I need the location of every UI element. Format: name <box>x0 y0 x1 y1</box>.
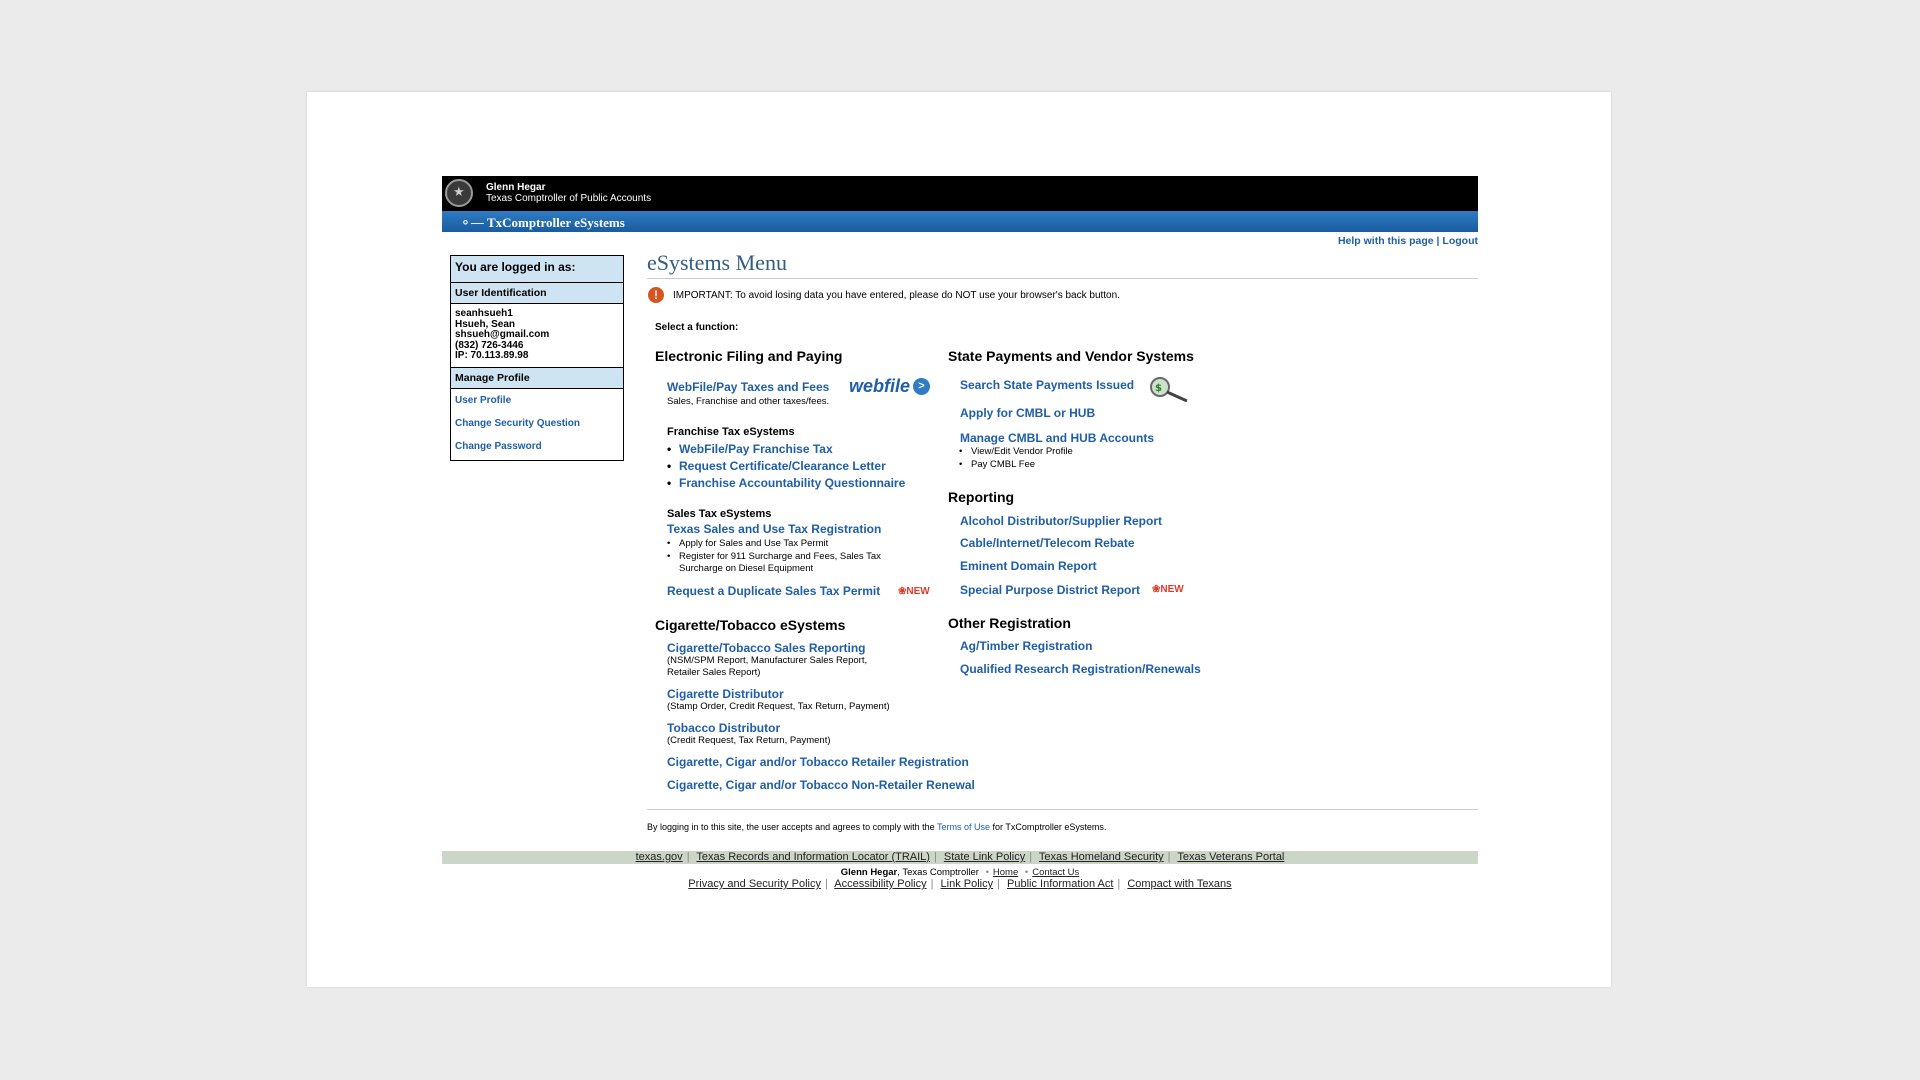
webfile-logo[interactable] <box>849 376 910 397</box>
special-purpose-district-report-link[interactable]: Special Purpose District Report <box>960 583 1141 597</box>
ag-timber-registration-link[interactable]: Ag/Timber Registration <box>960 639 1093 653</box>
eminent-domain-report-link[interactable]: Eminent Domain Report <box>960 559 1097 573</box>
webfile-logo-text: webfile <box>849 376 911 396</box>
footer-divider <box>647 809 1478 810</box>
trail-link[interactable]: Texas Records and Information Locator (TRAIL) <box>696 851 930 863</box>
webfile-description: Sales, Franchise and other taxes/fees. <box>667 396 830 407</box>
top-links <box>1338 235 1478 247</box>
comptroller-title: Texas Comptroller of Public Accounts <box>486 193 652 204</box>
request-certificate-link[interactable]: • Request Certificate/Clearance Letter <box>679 459 886 473</box>
state-link-policy-link[interactable]: State Link Policy <box>943 851 1026 863</box>
alcohol-distributor-report-link[interactable]: Alcohol Distributor/Supplier Report <box>960 514 1163 528</box>
sales-tax-heading: Sales Tax eSystems <box>667 508 772 520</box>
sidebar <box>450 255 624 461</box>
non-retailer-renewal-link[interactable]: Cigarette, Cigar and/or Tobacco Non-Retailer Renewal <box>667 778 975 792</box>
manage-profile-heading: Manage Profile <box>451 368 623 389</box>
new-badge-duplicate-permit: ❀NEW <box>898 586 930 597</box>
comptroller-name: Glenn Hegar <box>486 182 546 193</box>
site-header <box>442 176 1478 211</box>
select-function-label: Select a function: <box>655 322 739 333</box>
user-ip: IP: 70.113.89.98 <box>455 350 529 361</box>
username: seanhsueh1 <box>455 308 513 319</box>
cigarette-tobacco-heading: Cigarette/Tobacco eSystems <box>655 617 846 633</box>
sales-use-tax-registration-link[interactable]: Texas Sales and Use Tax Registration <box>667 522 882 536</box>
other-registration-heading: Other Registration <box>948 615 1071 631</box>
tobacco-distributor-desc: (Credit Request, Tax Return, Payment) <box>667 735 831 746</box>
search-state-payments-link[interactable]: Search State Payments Issued <box>960 378 1135 392</box>
user-email: shsueh@gmail.com <box>455 329 550 340</box>
link-policy-link[interactable]: Link Policy <box>940 878 994 890</box>
franchise-tax-heading: Franchise Tax eSystems <box>667 426 795 438</box>
sales-bullet-apply: • Apply for Sales and Use Tax Permit <box>679 537 828 550</box>
cigarette-sales-reporting-link[interactable]: Cigarette/Tobacco Sales Reporting <box>667 641 866 655</box>
change-password-link[interactable]: Change Password <box>455 440 542 452</box>
state-payments-heading: State Payments and Vendor Systems <box>948 348 1194 364</box>
accessibility-policy-link[interactable]: Accessibility Policy <box>834 878 927 890</box>
privacy-policy-link[interactable]: Privacy and Security Policy <box>688 878 821 890</box>
texas-gov-link[interactable]: texas.gov <box>635 851 683 863</box>
franchise-questionnaire-link[interactable]: • Franchise Accountability Questionnaire <box>679 476 905 490</box>
warning-icon: ! <box>648 287 664 303</box>
sales-bullet-911-cont: Surcharge on Diesel Equipment <box>679 563 814 574</box>
contact-us-link[interactable]: Contact Us <box>1032 867 1080 878</box>
terms-post-text: for TxComptroller eSystems. <box>992 822 1107 832</box>
cigarette-sales-desc-1: (NSM/SPM Report, Manufacturer Sales Report, <box>667 655 868 666</box>
top-links-separator: | <box>1436 235 1440 247</box>
public-information-act-link[interactable]: Public Information Act <box>1007 878 1114 890</box>
cable-internet-telecom-rebate-link[interactable]: Cable/Internet/Telecom Rebate <box>960 536 1135 550</box>
user-info <box>451 304 623 368</box>
user-identification-heading: User Identification <box>451 283 623 304</box>
manage-bullet-cmbl-fee: • Pay CMBL Fee <box>971 458 1035 471</box>
duplicate-sales-permit-link[interactable]: Request a Duplicate Sales Tax Permit <box>667 584 881 598</box>
page-title: eSystems Menu <box>647 250 787 275</box>
app-title-bar <box>442 211 1478 232</box>
new-badge-label: NEW <box>906 586 930 597</box>
change-security-question-link[interactable]: Change Security Question <box>455 417 581 429</box>
user-profile-link[interactable]: User Profile <box>455 394 512 406</box>
terms-pre-text: By logging in to this site, the user accepts and agrees to comply with the <box>647 822 935 832</box>
retailer-registration-link[interactable]: Cigarette, Cigar and/or Tobacco Retailer Registration <box>667 755 969 769</box>
key-icon: ⚬— <box>460 215 484 230</box>
footer-line-3: Privacy and Security Policy | Accessibility Policy | Link Policy | Public Information Act | Compact with Texans <box>688 878 1232 890</box>
cigarette-distributor-link[interactable]: Cigarette Distributor <box>667 687 784 701</box>
footer-comptroller-title: , Texas Comptroller <box>897 867 979 878</box>
manage-bullet-vendor-profile: • View/Edit Vendor Profile <box>971 445 1073 458</box>
texas-seal-icon <box>445 179 473 207</box>
qualified-research-registration-link[interactable]: Qualified Research Registration/Renewals <box>960 662 1201 676</box>
electronic-filing-heading: Electronic Filing and Paying <box>655 348 843 364</box>
sales-bullet-911: • Register for 911 Surcharge and Fees, Sales Tax <box>679 550 881 563</box>
magnifier-icon[interactable] <box>1149 376 1189 402</box>
footer-line-2: Glenn Hegar, Texas Comptroller • Home • Contact Us <box>840 867 1080 878</box>
cigarette-distributor-desc: (Stamp Order, Credit Request, Tax Return, Payment) <box>667 701 890 712</box>
webfile-arrow-icon[interactable]: > <box>913 378 930 395</box>
reporting-heading: Reporting <box>948 489 1015 505</box>
webfile-franchise-tax-link[interactable]: • WebFile/Pay Franchise Tax <box>679 442 833 456</box>
help-link[interactable]: Help with this page <box>1337 235 1434 247</box>
svg-text:$: $ <box>1155 383 1162 394</box>
tobacco-distributor-link[interactable]: Tobacco Distributor <box>667 721 781 735</box>
veterans-portal-link[interactable]: Texas Veterans Portal <box>1177 851 1285 863</box>
home-link[interactable]: Home <box>992 867 1019 878</box>
user-phone: (832) 726-3446 <box>455 339 524 351</box>
manage-cmbl-hub-link[interactable]: Manage CMBL and HUB Accounts <box>960 431 1155 445</box>
important-notice: IMPORTANT: To avoid losing data you have entered, please do NOT use your browser's back button. <box>673 290 1120 301</box>
new-badge-special-district: ❀NEW <box>1152 584 1184 595</box>
terms-of-use-link[interactable]: Terms of Use <box>937 822 991 832</box>
apply-cmbl-hub-link[interactable]: Apply for CMBL or HUB <box>960 406 1096 420</box>
new-badge-label: NEW <box>1160 584 1184 595</box>
webfile-pay-taxes-link[interactable]: WebFile/Pay Taxes and Fees <box>667 380 830 394</box>
title-divider <box>647 278 1478 279</box>
footer-comptroller-name: Glenn Hegar <box>840 867 898 878</box>
logged-in-heading: You are logged in as: <box>451 256 623 283</box>
app-title: TxComptroller eSystems <box>487 215 625 230</box>
logout-link[interactable]: Logout <box>1442 235 1478 247</box>
terms-notice <box>647 822 1106 832</box>
homeland-security-link[interactable]: Texas Homeland Security <box>1038 851 1164 863</box>
cigarette-sales-desc-2: Retailer Sales Report) <box>667 667 761 678</box>
compact-with-texans-link[interactable]: Compact with Texans <box>1127 878 1232 890</box>
footer-link-bar: texas.gov | Texas Records and Information Locator (TRAIL) | State Link Policy | Texas Homeland Security | Texas Veterans Portal <box>442 851 1478 864</box>
user-name: Hsueh, Sean <box>455 318 516 330</box>
